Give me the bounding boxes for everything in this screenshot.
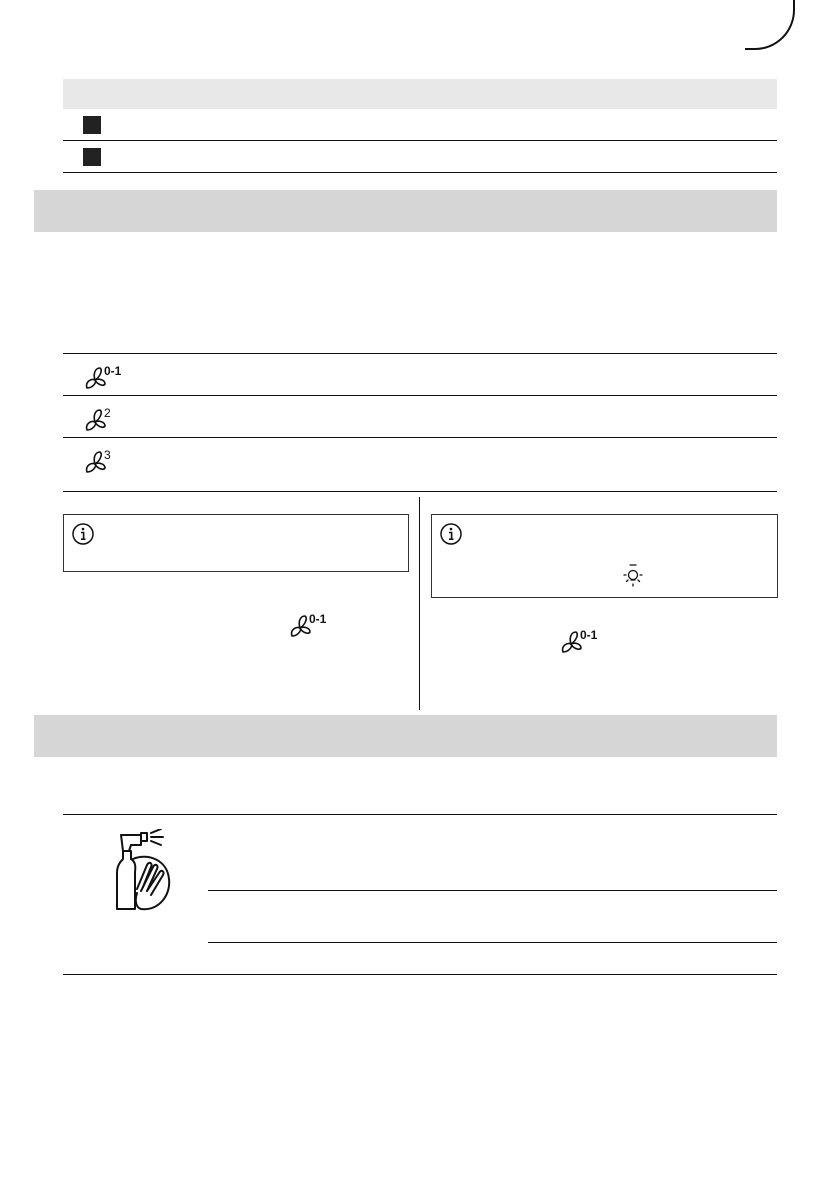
fan-icon	[559, 626, 607, 654]
fan-speed-table	[63, 353, 777, 492]
section-heading-bar	[34, 190, 777, 232]
table-row	[63, 141, 777, 173]
info-note-box	[63, 514, 409, 572]
black-square-icon	[83, 148, 101, 166]
svg-text:0-1: 0-1	[580, 628, 598, 642]
table-row	[63, 109, 777, 141]
info-icon	[71, 522, 95, 546]
svg-text:0-1: 0-1	[309, 612, 327, 626]
crop-mark	[745, 0, 795, 50]
fan-icon	[83, 404, 129, 432]
fan-speed-row	[63, 396, 777, 438]
spray-bottle-and-hand-icon	[107, 829, 173, 913]
fan-icon	[288, 610, 336, 638]
table-divider	[208, 890, 777, 891]
black-square-icon	[83, 116, 101, 134]
svg-text:2: 2	[104, 406, 111, 420]
column-divider	[419, 497, 420, 710]
fan-icon	[83, 362, 129, 390]
fan-speed-row	[63, 354, 777, 396]
top-table	[63, 79, 777, 173]
cleaning-table	[63, 814, 777, 975]
table-header	[63, 79, 777, 109]
fan-speed-row	[63, 438, 777, 492]
light-bulb-icon	[621, 562, 645, 588]
info-icon	[439, 522, 463, 546]
table-divider	[208, 942, 777, 943]
svg-text:3: 3	[104, 448, 111, 462]
fan-icon	[83, 446, 129, 474]
section-heading-bar	[34, 715, 777, 757]
svg-text:0-1: 0-1	[104, 364, 122, 378]
info-note-box	[431, 514, 778, 598]
